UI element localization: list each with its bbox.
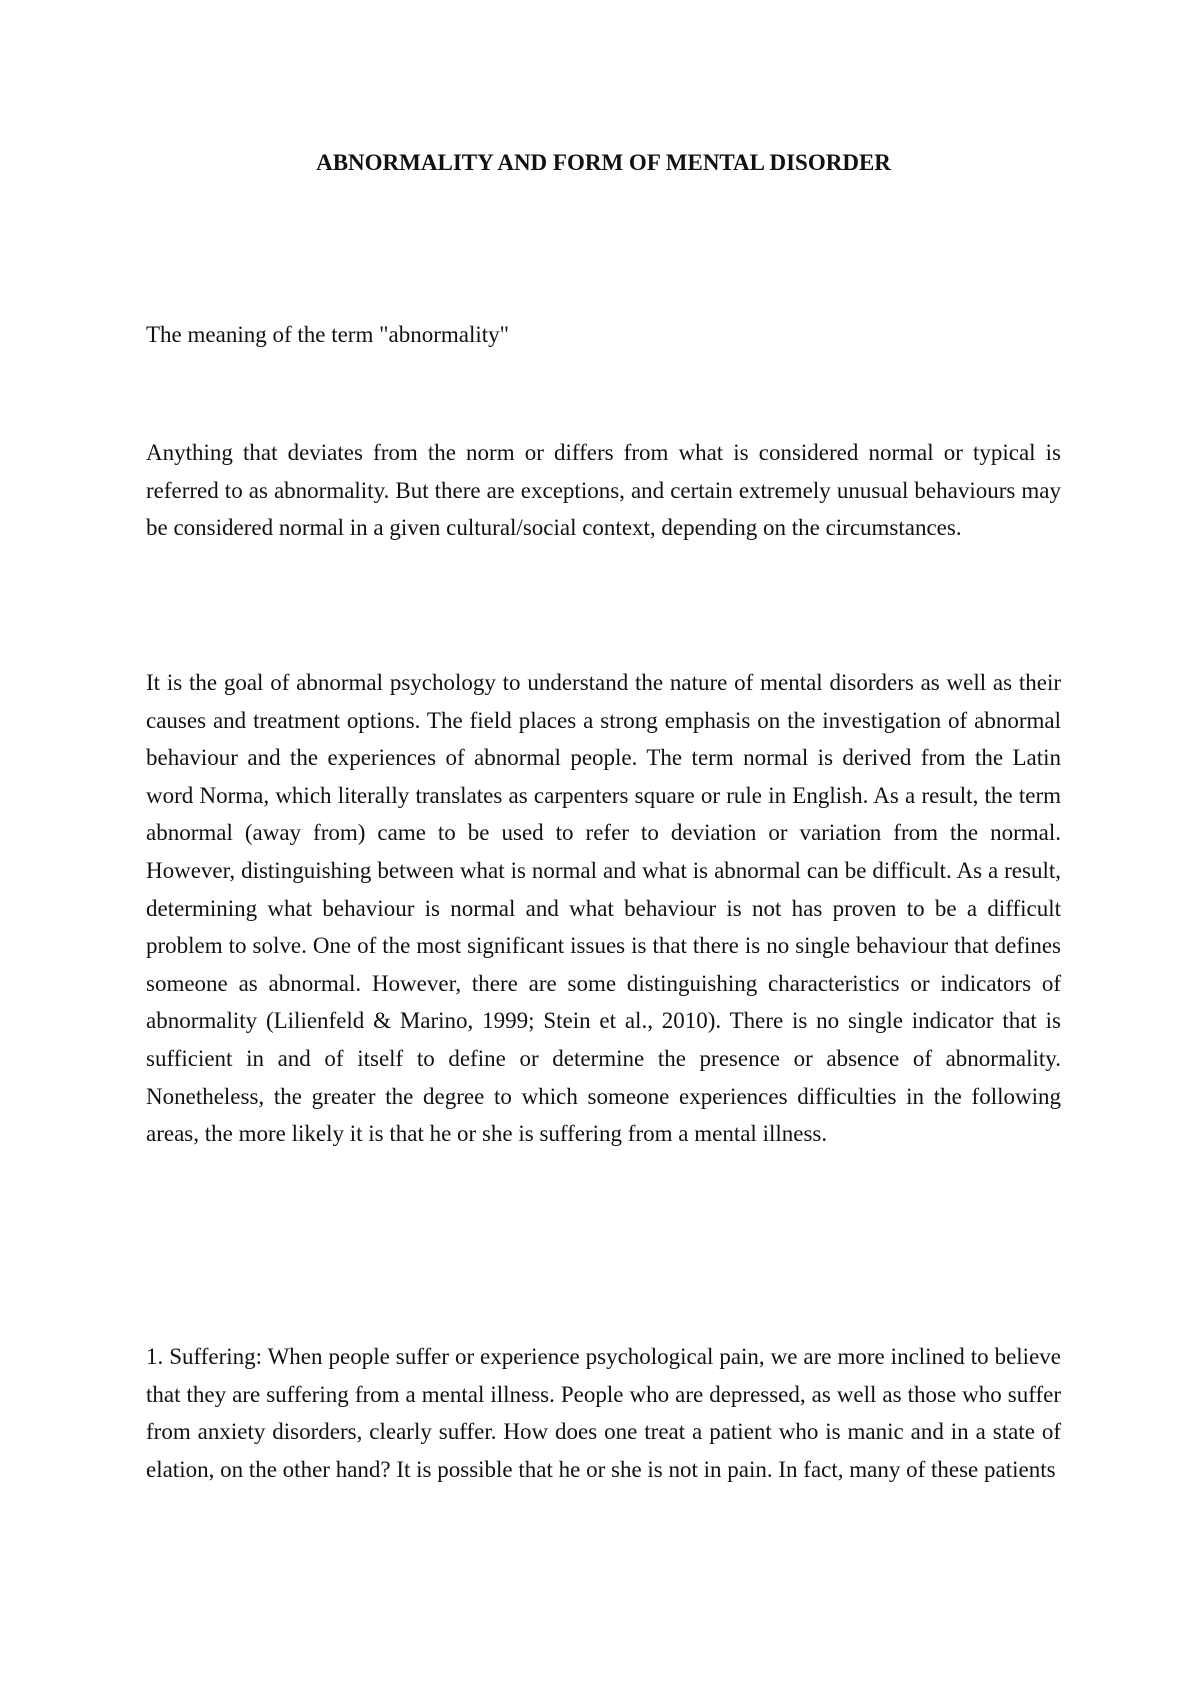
paragraph-definition: Anything that deviates from the norm or differs from what is considered normal or typical is referred to as abnormality. But there are exceptions, and certain extremely unusual behaviours may be considered normal in a given cultural/social context, depending on the circumstances. — [146, 440, 1061, 541]
paragraph-abnormal-psychology: It is the goal of abnormal psychology to understand the nature of mental disorders as well as their causes and treatment options. The field places a strong emphasis on the investigation of abnormal behaviour and the experiences of abnormal people. The term normal is derived from the Latin word Norma, which literally translates as carpenters square or rule in English. As a result, the term abnormal (away from) came to be used to refer to deviation or variation from the normal. However, distinguishing between what is normal and what is abnormal can be difficult. As a result, determining what behaviour is normal and what behaviour is not has proven to be a difficult problem to solve. One of the most significant issues is that there is no single behaviour that defines someone as abnormal. However, there are some distinguishing characteristics or indicators of abnormality (Lilienfeld & Marino, 1999; Stein et al., 2010). There is no single indicator that is sufficient in and of itself to define or determine the presence or absence of abnormality. Nonetheless, the greater the degree to which someone experiences difficulties in the following areas, the more likely it is that he or she is suffering from a mental illness. — [146, 670, 1061, 1147]
section-subheading: The meaning of the term "abnormality" — [146, 322, 510, 347]
paragraph-suffering: 1. Suffering: When people suffer or experience psychological pain, we are more inclined to believe that they are suffering from a mental illness. People who are depressed, as well as those who suffer from anxiety disorders, clearly suffer. How does one treat a patient who is manic and in a state of elation, on the other hand? It is possible that he or she is not in pain. In fact, many of these patients — [146, 1344, 1061, 1482]
document-title: ABNORMALITY AND FORM OF MENTAL DISORDER — [316, 150, 891, 175]
